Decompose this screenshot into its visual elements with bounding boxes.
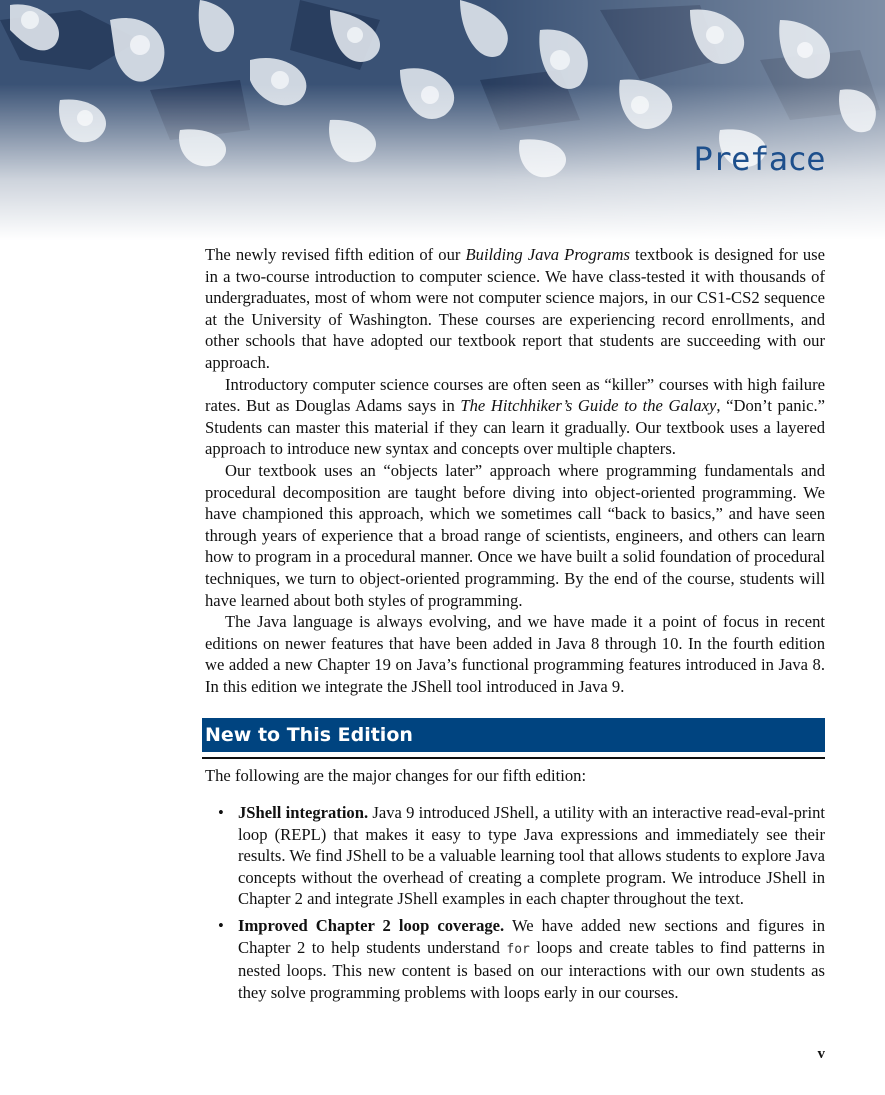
paragraph-2: Introductory computer science courses are often seen as “killer” courses with high failure rates. But as Douglas Adams says in The Hitchhiker’s Guide to the Galaxy, “Don’t panic.” Students can master this material if they can learn it gradually. Our textbook uses a layered approach to introduce new syntax and concepts over multiple chapters. (205, 374, 825, 459)
section-heading: New to This Edition (202, 718, 825, 752)
heading-rule (202, 757, 825, 759)
page-number: v (817, 1046, 825, 1062)
paragraph-4: The Java language is always evolving, and we have made it a point of focus in recent editions on newer features that have been added in Java 8 through 10. In the fourth edition we added a new Chapter 19 on Java’s functional programming features introduced in Java 8. In this edition we integrate the JShell tool introduced in Java 9. (205, 612, 825, 696)
paragraph-3: Our textbook uses an “objects later” approach where programming fundamentals and procedural decomposition are taught before diving into object-oriented programming. We have championed this approach, which we sometimes call “back to basics,” and have seen through years of experience that a broad range of scientists, engineers, and others can learn how to program in a procedural manner. Once we have built a solid foundation of procedural techniques, we turn to object-oriented programming. By the end of the course, students will have learned about both styles of programming. (205, 460, 825, 610)
list-item-text: loops and create tables to find patterns in nested loops. This new content is based on our interactions with our own students as they solve programming problems with loops early in our courses. (238, 937, 825, 1002)
list-item (205, 802, 825, 910)
bullet-icon: • (218, 803, 224, 823)
chapter-title: Preface (693, 140, 825, 178)
paragraph-1: The newly revised fifth edition of our Building Java Programs textbook is designed for use in a two-course introduction to computer science. We have class-tested it with thousands of undergraduates, most of whom were not computer science majors, in our CS1-CS2 sequence at the University of Washington. These courses are experiencing record enrollments, and other schools that have adopted our textbook report that students are succeeding with our approach. (205, 245, 826, 372)
list-item (205, 915, 825, 1003)
body-text (205, 244, 825, 1008)
bullet-icon: • (218, 916, 224, 936)
inline-code: for (506, 941, 530, 957)
list-item-title: JShell integration. (238, 803, 369, 823)
section-intro: The following are the major changes for our fifth edition: (205, 766, 587, 786)
header-banner-image (0, 0, 885, 240)
snow-rock-icon (0, 0, 885, 240)
changes-list (205, 802, 825, 1003)
list-item-text: We have added new sections and figures in Chapter 2 to help students understand (238, 916, 825, 957)
list-item-text: Java 9 introduced JShell, a utility with an interactive read-eval-print loop (REPL) that makes it easy to type Java expressions and immediately see their results. We find JShell to be a valuable learning tool that allows students to explore Java concepts without the overhead of creating a complete program. We introduce JShell in Chapter 2 and integrate JShell examples in each chapter throughout the text. (238, 803, 825, 909)
list-item-title: Improved Chapter 2 loop coverage. (238, 916, 505, 936)
